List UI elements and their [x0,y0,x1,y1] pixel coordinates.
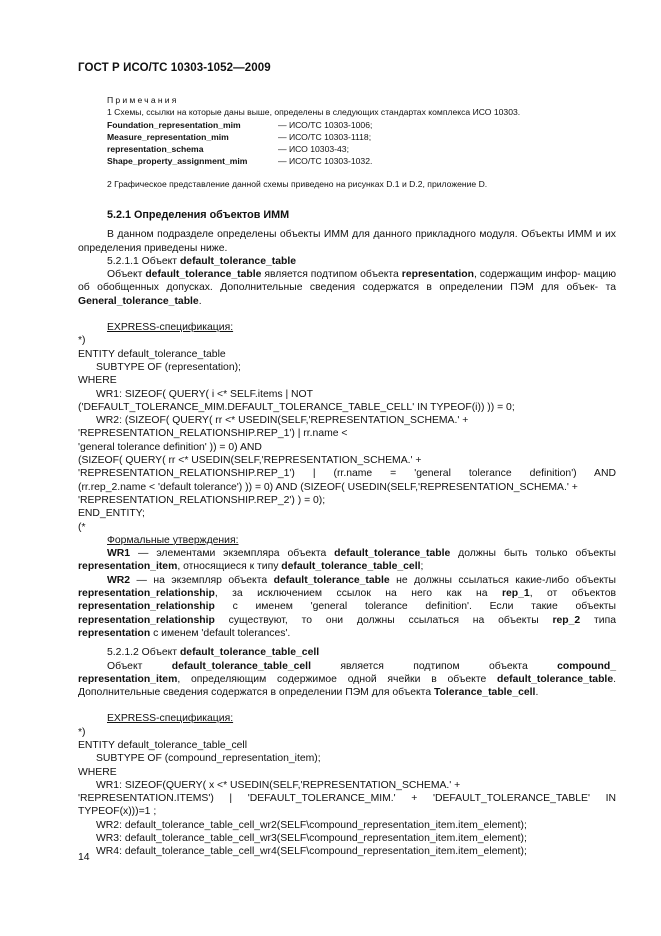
notes-heading: Примечания [107,95,179,105]
entity-name: default_tolerance_table_cell [179,647,320,659]
note-2: 2 Графическое представление данной схемы приведено на рисунках D.1 и D.2, приложение D. [107,178,488,189]
ref-standard: — ИСО 10303-43; [278,144,349,155]
code-line: (SIZEOF( QUERY( rr <* USEDIN(SELF,'REPRESENTATION_SCHEMA.' + [78,455,422,467]
express-code-block [78,726,616,859]
code-line: WR3: default_tolerance_table_cell_wr3(SELF\compound_representation_item.item_element); [96,833,527,845]
code-line: WR2: (SIZEOF( QUERY( rr <* USEDIN(SELF,'REPRESENTATION_SCHEMA.' + [96,415,469,427]
ref-standard: — ИСО/ТС 10303-1032. [278,156,373,167]
entity-description: Объект default_tolerance_table является подтипом объекта representation, содержащим инфор- мацию об обобщенных допусках. Дополнительные сведения содержатся в определении ПЭМ для объек- та General_tolerance_table. [78,269,617,307]
code-line: *) [78,335,86,347]
entity-description-line2: representation_item, определяющим содержимое одной ячейки в объекте default_tolerance_table. [78,673,616,685]
code-line: END_ENTITY; [78,508,145,520]
ref-standard: — ИСО/ТС 10303-1118; [278,131,372,142]
subsection-heading-5-2-1-1 [78,255,616,268]
formal-wr2: WR2 — на экземпляр объекта default_tolerance_table не должны ссылаться какие-либо объекты [107,574,616,586]
page-number: 14 [78,852,90,863]
document-header: ГОСТ Р ИСО/ТС 10303-1052—2009 [78,62,271,74]
formal-wr1: WR1 — элементами экземпляра объекта default_tolerance_table должны быть только объекты [107,548,616,560]
formal-wr2-line4: representation_relationship существуют, то они должны ссылаться на объекты rep_2 типа [78,614,616,626]
main-body [78,209,616,859]
code-line: 'REPRESENTATION_RELATIONSHIP.REP_1') | (rr.name = 'general tolerance definition') AND [78,468,616,480]
subsection-label: 5.2.1.2 Объект [107,647,180,659]
ref-row [107,143,616,155]
ref-name: representation_schema [107,144,204,155]
code-line: ENTITY default_tolerance_table_cell [78,739,248,751]
code-line: TYPEOF(x)))=1 ; [78,806,157,818]
code-line: (* [78,521,86,533]
ref-row [107,131,616,143]
formal-wr2-line2: representation_relationship, за исключением ссылок на него как на rep_1, от объектов [78,588,617,600]
code-line: WR1: SIZEOF( QUERY( i <* SELF.items | NOT [96,388,313,400]
code-line: SUBTYPE OF (compound_representation_item); [96,753,321,765]
code-line: WR2: default_tolerance_table_cell_wr2(SELF\compound_representation_item.item_element); [96,819,527,831]
ref-row [107,155,616,167]
formal-wr2-line5: representation с именем 'default tolerances'. [78,627,291,639]
express-spec-label: EXPRESS-спецификация: [107,322,234,334]
ref-standard: — ИСО/ТС 10303-1006; [278,119,373,130]
subsection-heading-5-2-1-2 [78,646,616,659]
code-line: WHERE [78,766,117,778]
code-line: *) [78,726,86,738]
subsection-label: 5.2.1.1 Объект [107,255,180,267]
entity-description-line1: Объект default_tolerance_table_cell является подтипом объекта compound_ [107,660,616,672]
express-spec-label: EXPRESS-спецификация: [107,713,234,725]
code-line: WHERE [78,375,117,387]
code-line: WR1: SIZEOF(QUERY( x <* USEDIN(SELF,'REPRESENTATION_SCHEMA.' + [96,779,461,791]
express-code-block [78,334,616,533]
code-line: 'general tolerance definition' )) = 0) AND [78,441,262,453]
ref-name: Shape_property_assignment_mim [107,156,248,167]
ref-name: Foundation_representation_mim [107,119,241,130]
code-line: ENTITY default_tolerance_table [78,348,226,360]
notes-block [107,94,616,190]
formal-statements-label: Формальные утверждения: [107,534,239,546]
entity-description-line3: Дополнительные сведения содержатся в определении ПЭМ для объекта Tolerance_table_cell. [78,687,539,699]
code-line: 'REPRESENTATION_RELATIONSHIP.REP_2') ) = 0); [78,494,326,506]
entity-name: default_tolerance_table [179,255,297,267]
formal-wr1-cont: representation_item, относящиеся к типу default_tolerance_table_cell; [78,561,424,573]
ref-name: Measure_representation_mim [107,131,229,142]
formal-wr2-line3: representation_relationship с именем 'general tolerance definition'. Если такие объекты [78,601,616,613]
code-line: 'REPRESENTATION.ITEMS') | 'DEFAULT_TOLERANCE_MIM.' + 'DEFAULT_TOLERANCE_TABLE' IN [78,793,616,805]
section-intro: В данном подразделе определены объекты ИММ для данного прикладного модуля. Объекты ИММ и их определения приведены ниже. [78,229,616,254]
note-1: 1 Схемы, ссылки на которые даны выше, определены в следующих стандартах комплекса ИСО 10303. [107,107,521,118]
code-line: SUBTYPE OF (representation); [96,361,241,373]
code-line: ('DEFAULT_TOLERANCE_MIM.DEFAULT_TOLERANCE_TABLE_CELL' IN TYPEOF(i)) )) = 0; [78,401,515,413]
code-line: (rr.rep_2.name < 'default tolerance') )) = 0) AND (SIZEOF( USEDIN(SELF,'REPRESENTATION_SCHEMA.' + [78,481,578,493]
code-line: WR4: default_tolerance_table_cell_wr4(SELF\compound_representation_item.item_element); [96,846,527,858]
code-line: 'REPRESENTATION_RELATIONSHIP.REP_1') | rr.name < [78,428,348,440]
section-heading-5-2-1: 5.2.1 Определения объектов ИММ [107,209,290,221]
ref-row [107,119,616,131]
